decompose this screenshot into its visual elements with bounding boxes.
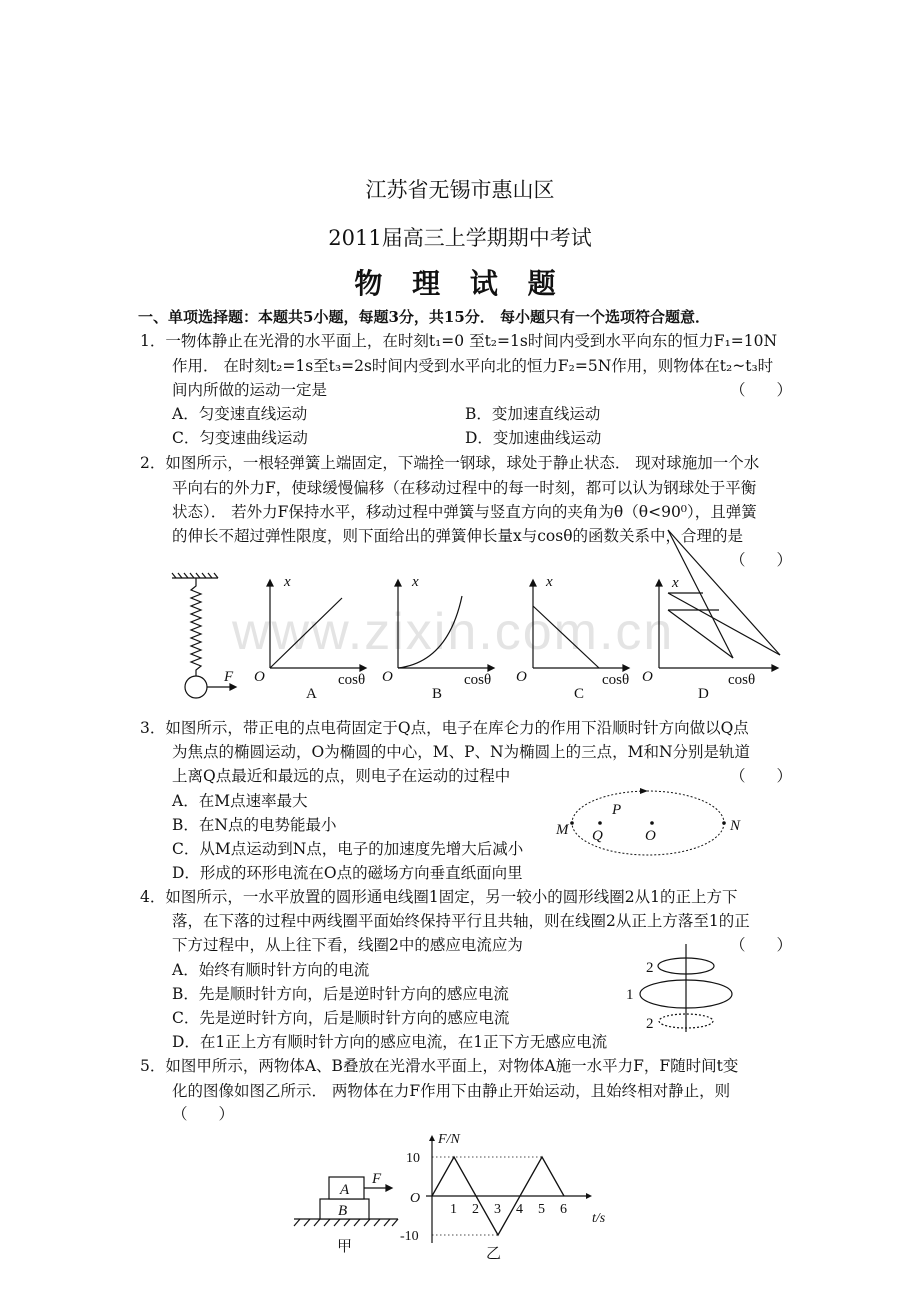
q3-option-c: C．从M点运动到N点，电子的加速度先增大后减小 [172,840,524,858]
graph-b-letter: B [432,686,443,702]
q4-option-a: A．始终有顺时针方向的电流 [172,961,370,979]
q4-line3: 下方过程中，从上往下看，线圈2中的感应电流应为 [172,936,523,954]
graph-d-xlabel: cosθ [728,672,756,688]
coil-2-bottom-label: 2 [646,1016,654,1032]
q1-option-a: A．匀变速直线运动 [172,405,308,423]
x-tick-label: 5 [538,1202,545,1217]
graph-c-origin: O [516,669,527,685]
orbit-point-q: Q [592,828,603,844]
q1-line2: 作用． 在时刻t₂=1s至t₃=2s时间内受到水平向北的恒力F₂=5N作用，则物体在t₂~t₃时 [172,357,774,375]
x-tick-label: 6 [560,1202,567,1217]
q1-option-b: B．变加速直线运动 [465,405,601,423]
q3-answer-paren: （ ） [730,767,793,785]
q2-line1: 2．如图所示，一根轻弹簧上端固定，下端拴一钢球，球处于静止状态． 现对球施加一个水 [140,454,760,472]
graph-a-origin: O [254,669,265,685]
block-force-label: F [372,1171,382,1187]
graph-d-origin: O [642,669,653,685]
graph-a-xlabel: cosθ [338,672,366,688]
y-axis-label: F/N [438,1132,460,1147]
q1-option-d: D．变加速曲线运动 [465,429,602,447]
q2-line3: 状态）． 若外力F保持水平，移动过程中弹簧与竖直方向的夹角为θ（θ<90⁰），且弹簧 [172,503,757,521]
orbit-figure [570,788,726,855]
graph-c-letter: C [574,686,585,702]
page-title: 物 理 试 题 [354,267,566,300]
figure-yi-caption: 乙 [486,1246,502,1262]
graph-a [267,580,366,671]
q3-option-d: D．形成的环形电流在O点的磁场方向垂直纸面向里 [172,864,523,882]
orbit-point-o: O [645,828,656,844]
section-heading: 一、单项选择题：本题共5小题，每题3分，共15分． 每小题只有一个选项符合题意． [138,308,710,326]
exam-heading: 2011届高三上学期期中考试 [328,226,592,250]
graph-c-xlabel: cosθ [602,672,630,688]
x-tick-label: 3 [494,1202,501,1217]
block-a-label: A [340,1182,350,1198]
y-tick-label: 10 [406,1151,420,1166]
q3-line3: 上离Q点最近和最远的点，则电子在运动的过程中 [172,767,511,785]
figure-jia-caption: 甲 [337,1239,353,1255]
x-tick-label: 1 [450,1202,457,1217]
school-heading: 江苏省无锡市惠山区 [365,178,555,202]
graph-b-ylabel: x [412,574,419,590]
q5-line2: 化的图像如图乙所示． 两物体在力F作用下由静止开始运动，且始终相对静止，则 [172,1082,731,1100]
q2-line2: 平向右的外力F，使球缓慢偏移（在移动过程中的每一时刻，都可以认为钢球处于平衡 [172,479,757,497]
x-tick-label: 4 [516,1202,523,1217]
origin-label: O [410,1191,421,1206]
q4-option-b: B．先是顺时针方向，后是逆时针方向的感应电流 [172,985,509,1003]
spring-force-label: F [224,669,234,685]
graph-d-letter: D [698,686,709,702]
q1-line3: 间内所做的运动一定是 [172,381,328,399]
watermark: www.zixin.com.cn [232,603,675,661]
graph-b-xlabel: cosθ [464,672,492,688]
force-time-chart [400,1132,606,1244]
q3-line2: 为焦点的椭圆运动，O为椭圆的中心，M、P、N为椭圆上的三点，M和N分别是轨道 [172,743,751,761]
q5-line3: （ ） [172,1105,235,1123]
q2-answer-paren: （ ） [730,551,793,569]
q4-option-d: D．在1正上方有顺时针方向的感应电流，在1正下方无感应电流 [172,1033,608,1051]
y-axis-arrow [429,1135,435,1141]
q3-option-b: B．在N点的电势能最小 [172,816,337,834]
block-b-label: B [338,1203,348,1219]
orbit-point-p: P [612,802,622,818]
graph-d [656,530,780,671]
q3-line1: 3．如图所示，带正电的点电荷固定于Q点，电子在库仑力的作用下沿顺时针方向做以Q点 [140,719,749,737]
coil-2-top-label: 2 [646,960,654,976]
q5-line1: 5．如图甲所示，两物体A、B叠放在光滑水平面上，对物体A施一水平力F，F随时间t变 [140,1057,739,1075]
x-tick-label: 2 [472,1202,479,1217]
graph-a-ylabel: x [284,574,291,590]
x-axis-label: t/s [592,1211,606,1226]
coil-1-label: 1 [626,987,634,1003]
graph-d-ylabel: x [672,575,679,591]
coil-figure [640,944,732,1032]
graph-b [395,580,494,671]
graph-c-ylabel: x [546,574,553,590]
q3-option-a: A．在M点速率最大 [172,792,308,810]
y-tick-label: -10 [400,1229,419,1244]
graph-c [530,580,629,671]
orbit-point-n: N [730,818,741,834]
q4-answer-paren: （ ） [730,936,793,954]
q1-option-c: C．匀变速曲线运动 [172,429,308,447]
q1-answer-paren: （ ） [730,381,793,399]
q4-option-c: C．先是逆时针方向，后是顺时针方向的感应电流 [172,1009,510,1027]
q4-line2: 落，在下落的过程中两线圈平面始终保持平行且共轴，则在线圈2从正上方落至1的正 [172,912,750,930]
q1-line1: 1．一物体静止在光滑的水平面上，在时刻t₁=0 至t₂=1s时间内受到水平向东的恒力F₁=10N [140,332,778,350]
orbit-point-m: M [556,822,569,838]
x-axis-arrow [586,1193,592,1199]
q4-line1: 4．如图所示，一水平放置的圆形通电线圈1固定，另一较小的圆形线圈2从1的正上方下 [140,888,738,906]
graph-b-origin: O [382,669,393,685]
graph-a-letter: A [306,686,317,702]
q2-line4: 的伸长不超过弹性限度，则下面给出的弹簧伸长量x与cosθ的函数关系中，合理的是 [172,527,744,545]
